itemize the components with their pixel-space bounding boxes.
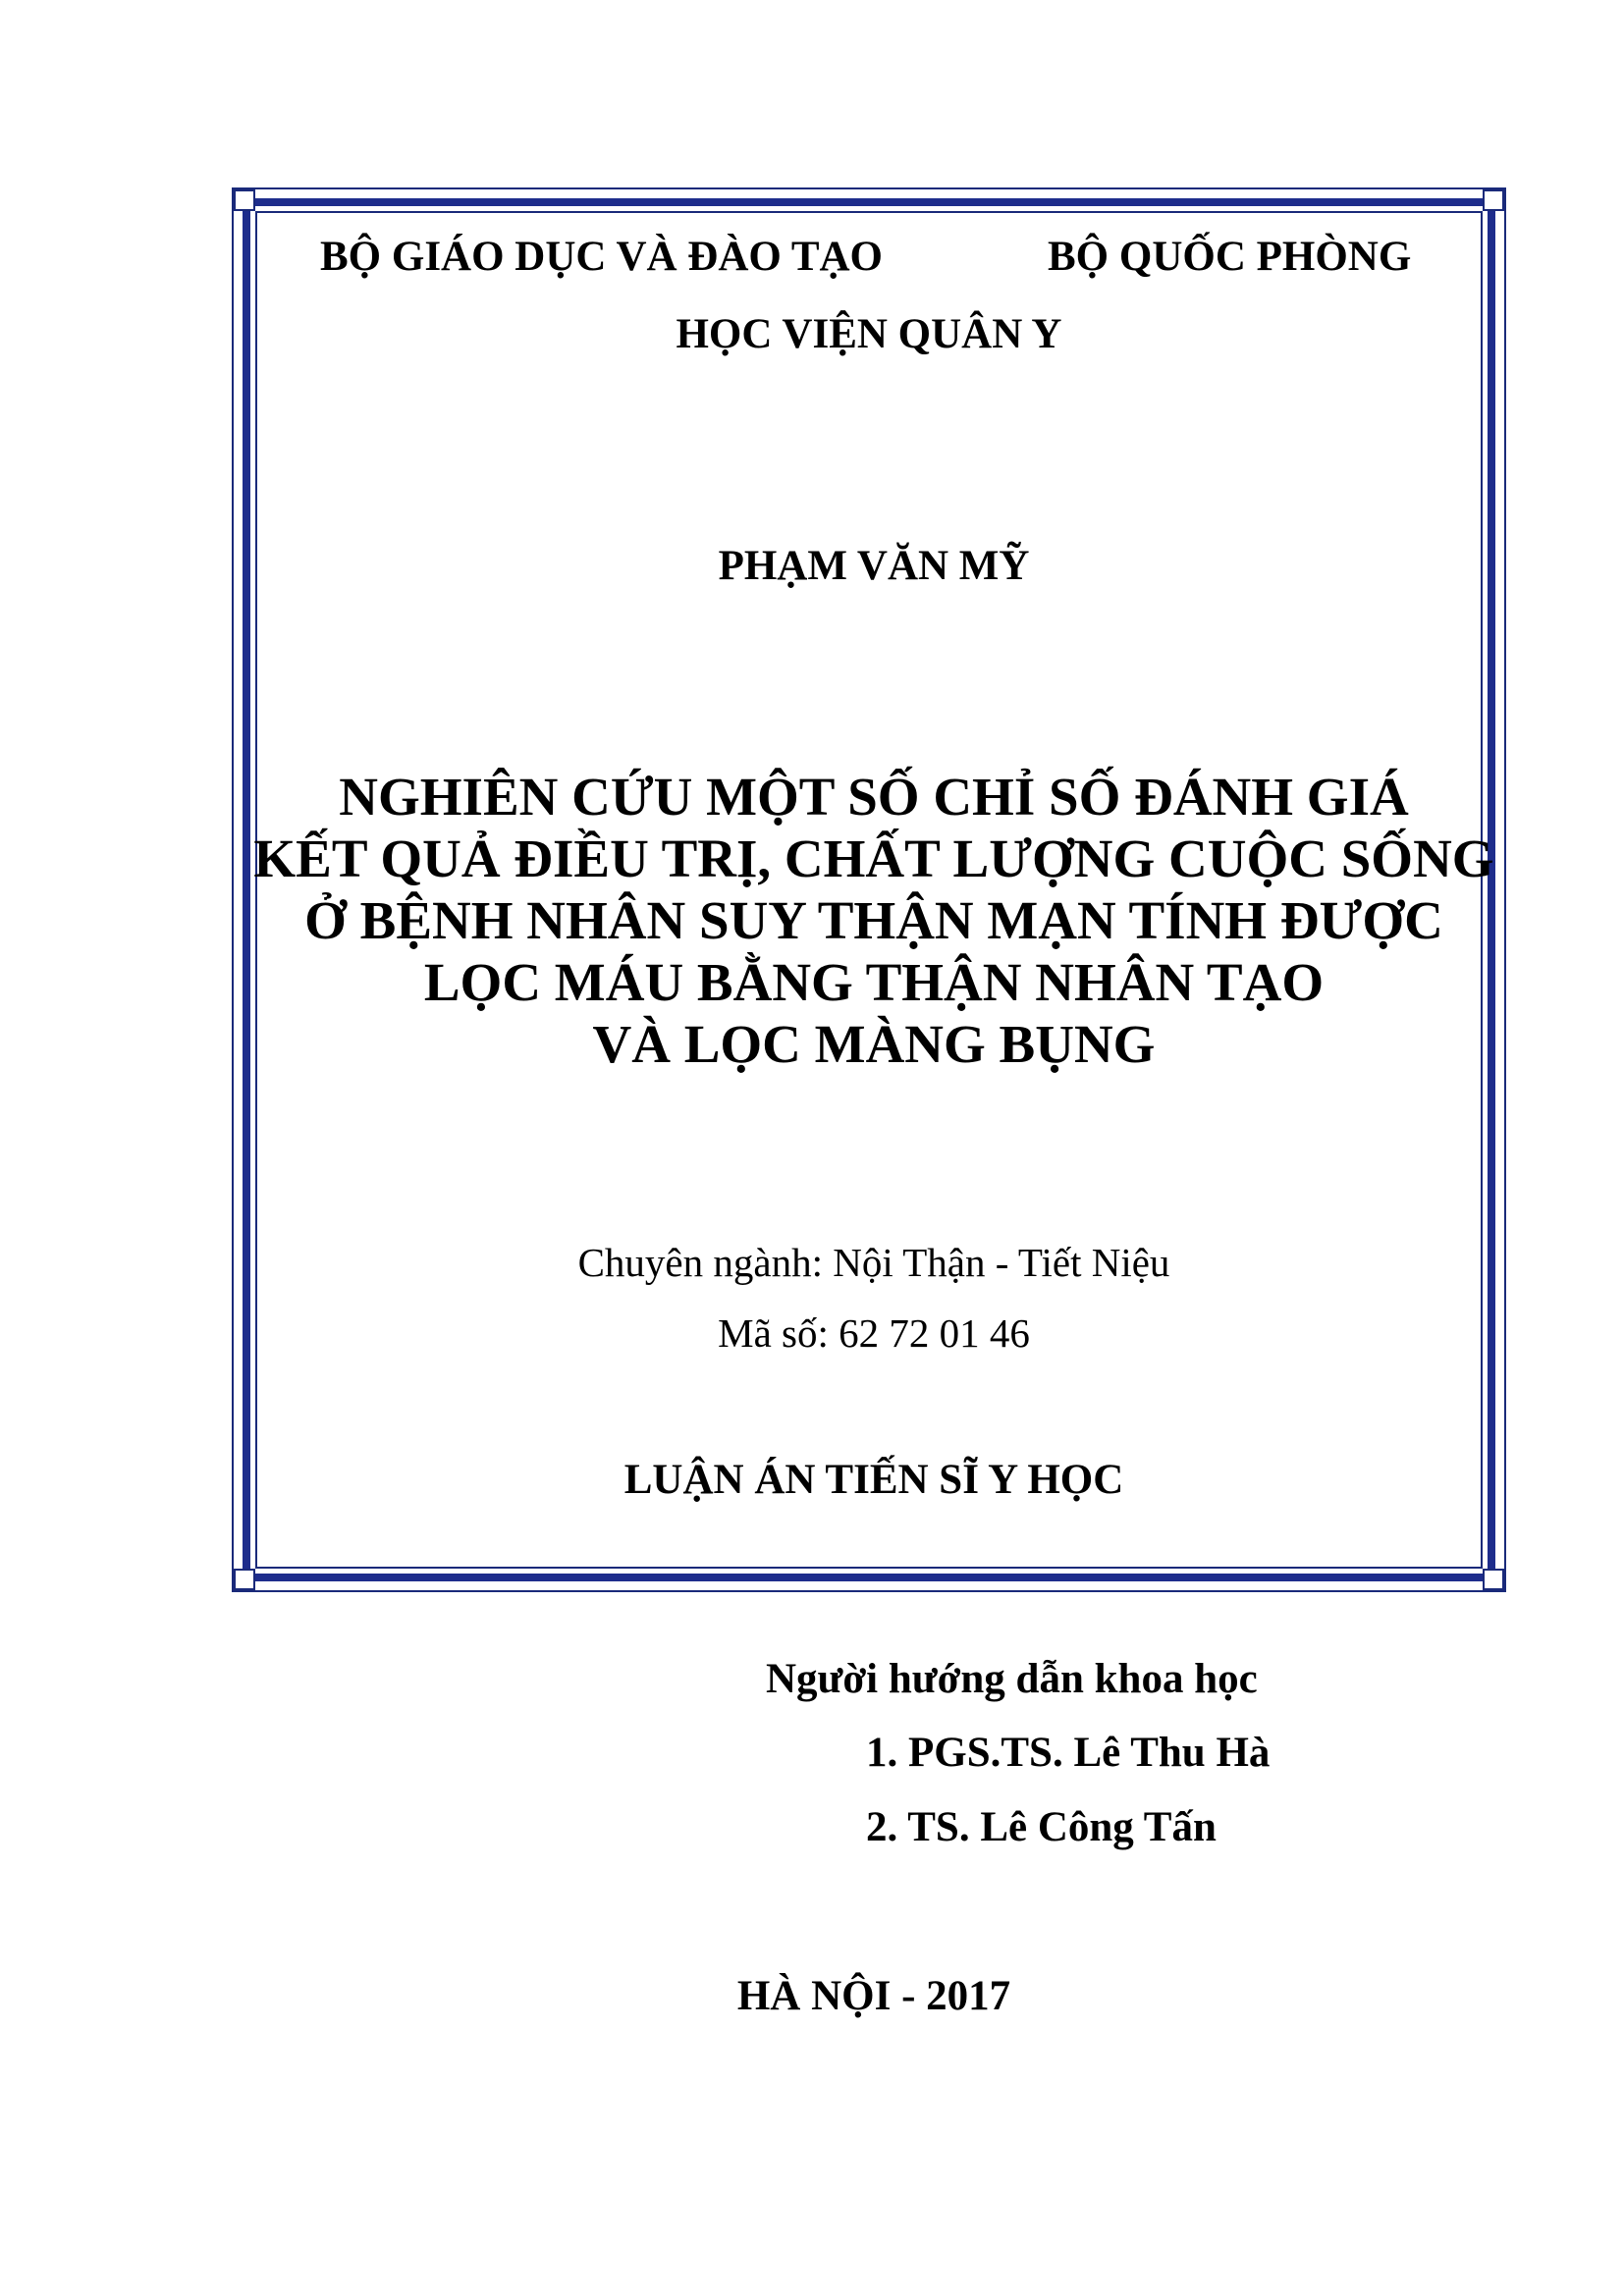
ministry-education: BỘ GIÁO DỤC VÀ ĐÀO TẠO: [320, 234, 884, 280]
academy-name: HỌC VIỆN QUÂN Y: [676, 311, 1062, 357]
border-corner-bottom-left: [234, 1569, 255, 1590]
title-line: LỌC MÁU BẰNG THẬN NHÂN TẠO: [423, 952, 1325, 1012]
advisor-item: 2. TS. Lê Công Tấn: [866, 1804, 1217, 1850]
border-corner-bottom-right: [1483, 1569, 1504, 1590]
degree-type: LUẬN ÁN TIẾN SĨ Y HỌC: [623, 1457, 1124, 1503]
title-line: KẾT QUẢ ĐIỀU TRỊ, CHẤT LƯỢNG CUỘC SỐNG: [253, 828, 1494, 888]
advisor-item: 1. PGS.TS. Lê Thu Hà: [866, 1730, 1271, 1776]
advisors-heading: Người hướng dẫn khoa học: [766, 1656, 1258, 1702]
title-line: NGHIÊN CỨU MỘT SỐ CHỈ SỐ ĐÁNH GIÁ: [339, 767, 1409, 827]
place-year: HÀ NỘI - 2017: [736, 1973, 1011, 2019]
specialty-code: Mã số: 62 72 01 46: [718, 1310, 1030, 1356]
border-corner-top-right: [1483, 189, 1504, 211]
author-name: PHẠM VĂN MỸ: [718, 543, 1030, 589]
thesis-title: [0, 766, 1624, 1075]
title-line: Ở BỆNH NHÂN SUY THẬN MẠN TÍNH ĐƯỢC: [304, 890, 1443, 950]
ministry-defense: BỘ QUỐC PHÒNG: [1048, 234, 1412, 280]
border-corner-top-left: [234, 189, 255, 211]
specialty: Chuyên ngành: Nội Thận - Tiết Niệu: [577, 1240, 1170, 1285]
title-line: VÀ LỌC MÀNG BỤNG: [592, 1014, 1156, 1074]
